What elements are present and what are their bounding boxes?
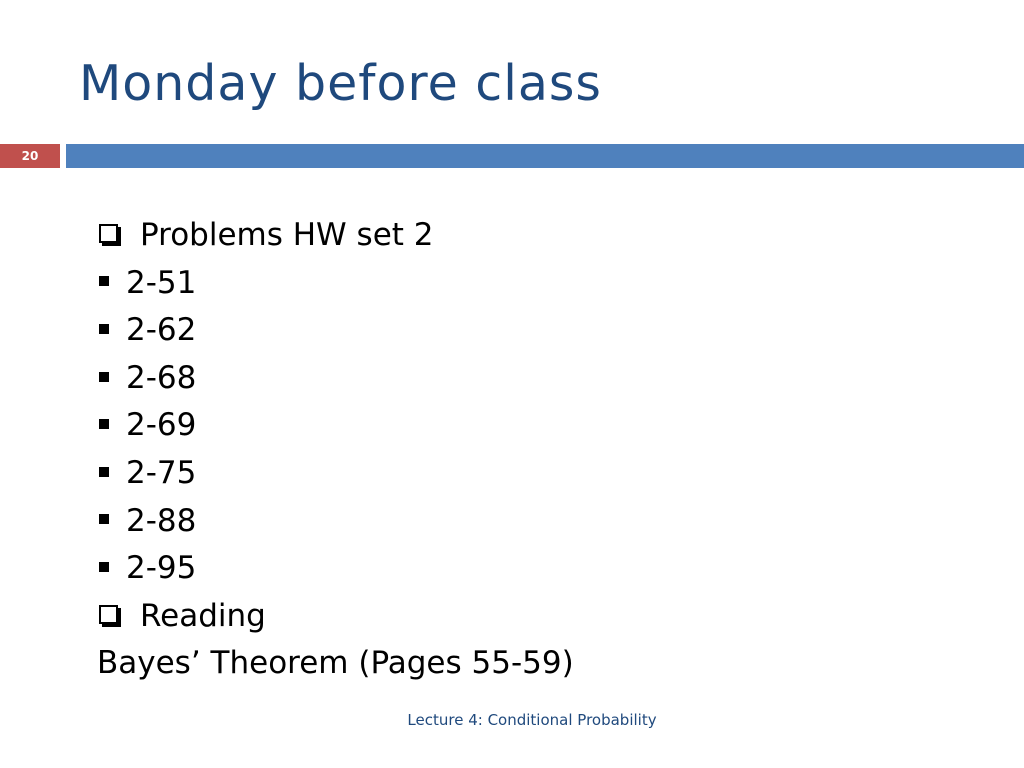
list-item-text: Reading <box>140 597 266 634</box>
slide-number: 20 <box>21 149 39 163</box>
list-item <box>97 355 947 403</box>
list-item-text: 2-69 <box>126 407 197 444</box>
list-item-text: 2-51 <box>126 264 197 301</box>
square-bullet-icon <box>99 562 109 572</box>
list-item-text: Bayes’ Theorem (Pages 55-59) <box>97 645 574 682</box>
list-item <box>97 450 947 498</box>
list-item <box>97 593 947 641</box>
square-bullet-icon <box>99 514 109 524</box>
checkbox-bullet-icon <box>99 224 118 243</box>
slide-footer: Lecture 4: Conditional Probability <box>407 711 657 729</box>
list-item <box>97 640 947 688</box>
list-item-text: 2-88 <box>126 502 197 539</box>
list-item-text: 2-95 <box>126 550 197 587</box>
list-item-text: 2-68 <box>126 359 197 396</box>
square-bullet-icon <box>99 372 109 382</box>
list-item <box>97 498 947 546</box>
list-item-text: 2-75 <box>126 454 197 491</box>
slide-number-badge <box>0 144 60 168</box>
slide-body <box>97 212 947 688</box>
list-item <box>97 402 947 450</box>
list-item <box>97 260 947 308</box>
list-item <box>97 307 947 355</box>
list-item-text: Problems HW set 2 <box>140 217 434 253</box>
slide-title: Monday before class <box>79 55 602 112</box>
square-bullet-icon <box>99 419 109 429</box>
list-item <box>97 212 947 260</box>
checkbox-bullet-icon <box>99 605 118 624</box>
square-bullet-icon <box>99 276 109 286</box>
list-item <box>97 545 947 593</box>
list-item-text: 2-62 <box>126 312 197 349</box>
square-bullet-icon <box>99 324 109 334</box>
header-divider-bar <box>66 144 1024 168</box>
square-bullet-icon <box>99 467 109 477</box>
